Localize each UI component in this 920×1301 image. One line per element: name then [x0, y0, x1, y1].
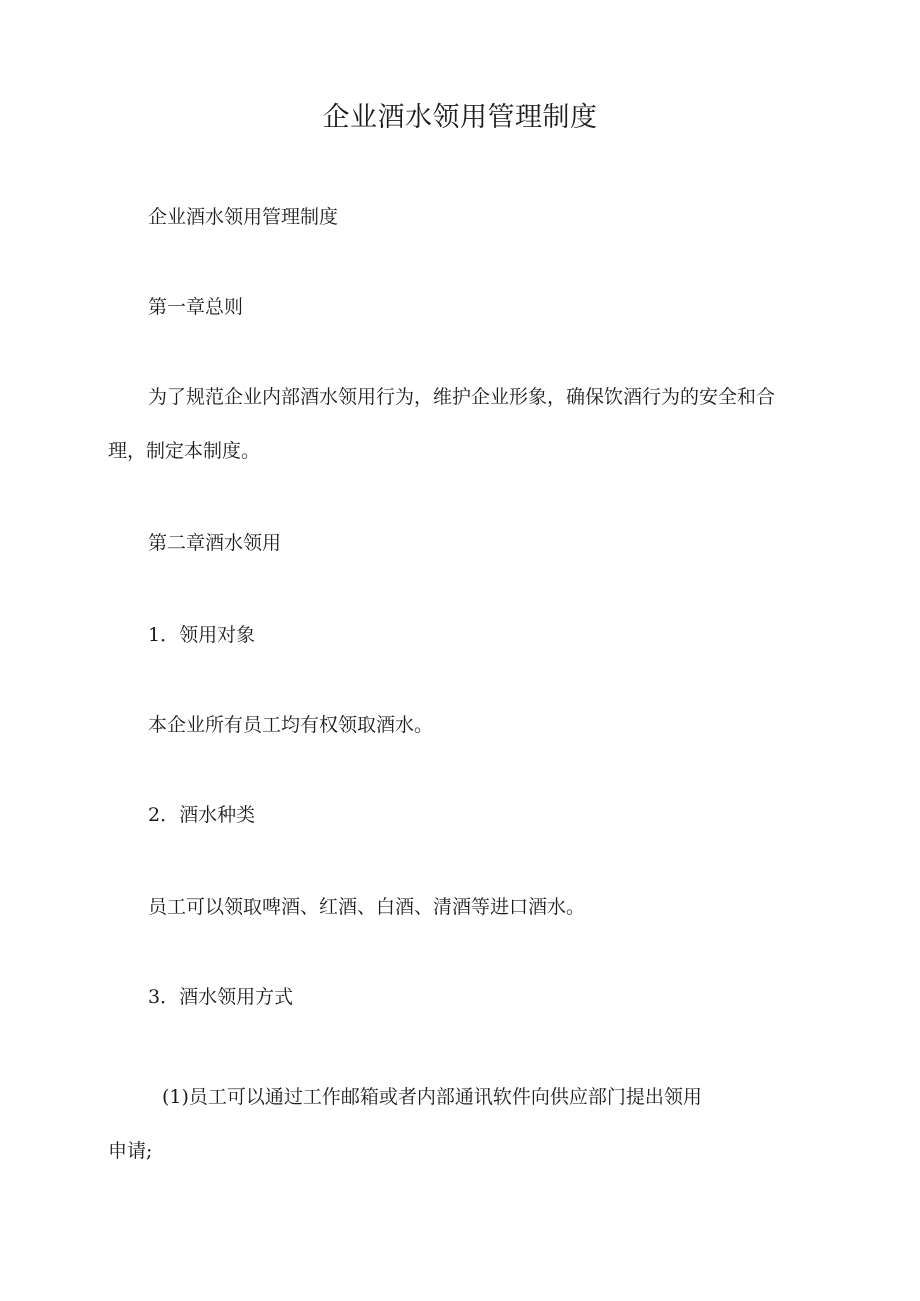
document-title: 企业酒水领用管理制度 [322, 102, 598, 133]
paragraph-line: 1．领用对象 [148, 624, 256, 646]
paragraph-line: 本企业所有员工均有权领取酒水。 [148, 714, 434, 736]
paragraph-line: 申请; [108, 1140, 153, 1162]
paragraph-line: 3．酒水领用方式 [148, 986, 294, 1008]
paragraph-item-1-body [108, 698, 828, 752]
paragraph-chapter-one-heading [108, 280, 828, 334]
paragraph-item-3-sub-1 [108, 1070, 828, 1178]
paragraph-line: 第二章酒水领用 [148, 532, 282, 554]
paragraph-line: 2．酒水种类 [148, 804, 256, 826]
paragraph-item-3-heading [108, 970, 828, 1024]
paragraph-item-2-body [108, 880, 828, 934]
paragraph-purpose [108, 370, 828, 478]
paragraph-item-1-heading [108, 608, 828, 662]
paragraph-line: 为了规范企业内部酒水领用行为，维护企业形象，确保饮酒行为的安全和合 [148, 386, 776, 408]
paragraph-chapter-two-heading [108, 516, 828, 570]
paragraph-line: 理，制定本制度。 [108, 440, 261, 462]
paragraph-line: 第一章总则 [148, 296, 244, 318]
paragraph-line: (1)员工可以通过工作邮箱或者内部通讯软件向供应部门提出领用 [162, 1086, 702, 1108]
paragraph-subtitle [108, 190, 828, 244]
paragraph-line: 企业酒水领用管理制度 [148, 206, 339, 228]
paragraph-line: 员工可以领取啤酒、红酒、白酒、清酒等进口酒水。 [148, 896, 586, 918]
paragraph-item-2-heading [108, 788, 828, 842]
